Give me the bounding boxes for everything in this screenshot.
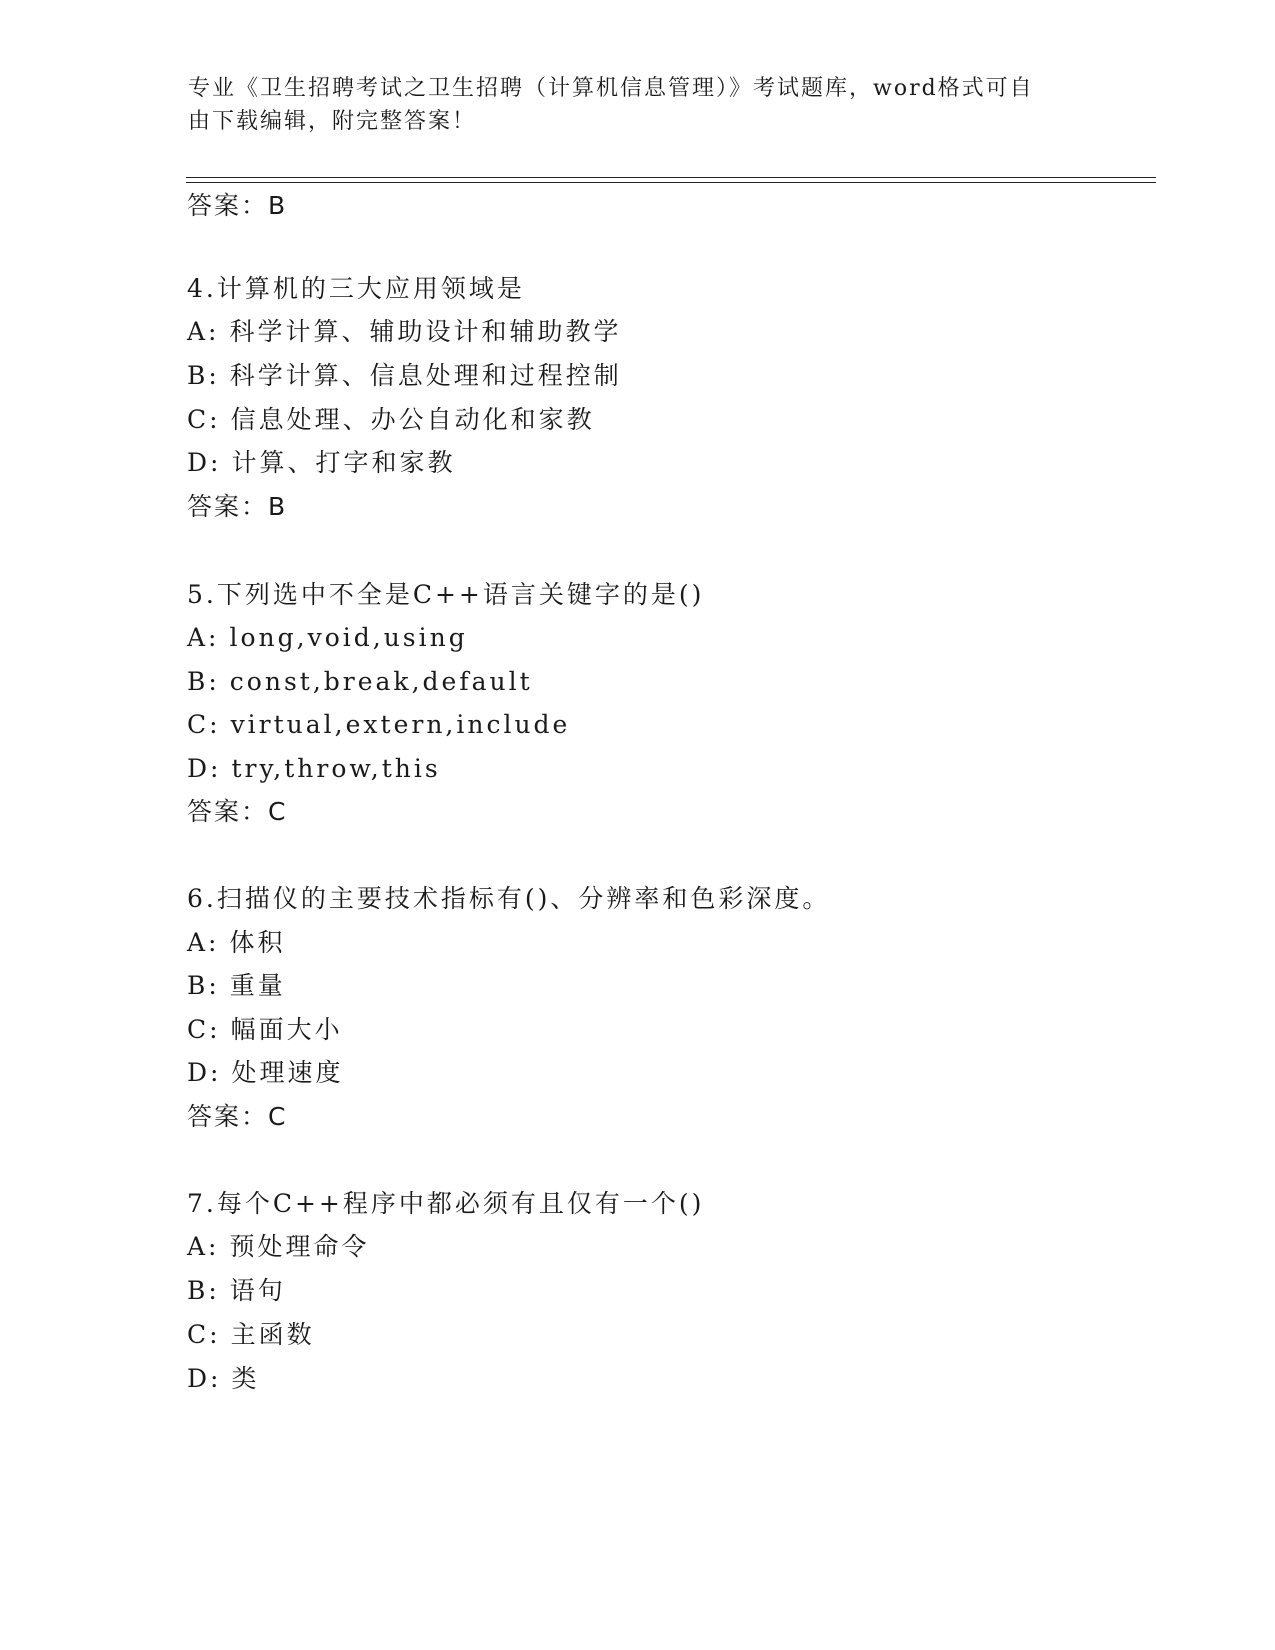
option-text: virtual,extern,include	[230, 710, 571, 739]
question-6-option-a	[187, 928, 286, 958]
option-text: try,throw,this	[231, 754, 441, 783]
answer-previous: 答案：B	[187, 191, 288, 220]
option-text: long,void,using	[229, 623, 468, 652]
header-line-2: 由下载编辑，附完整答案！	[188, 109, 477, 134]
option-key: C:	[187, 405, 221, 434]
question-5-option-d	[187, 754, 441, 784]
question-6-option-b	[187, 971, 286, 1001]
header-line-1: 专业《卫生招聘考试之卫生招聘（计算机信息管理）》考试题库，word格式可自	[188, 76, 1034, 101]
option-text: 处理速度	[231, 1058, 344, 1087]
question-6-option-d	[187, 1058, 343, 1088]
option-key: B:	[187, 667, 220, 696]
question-6-answer: 答案：C	[187, 1102, 288, 1131]
question-7-option-b	[187, 1276, 286, 1306]
question-7-stem: 7.每个C++程序中都必须有且仅有一个()	[187, 1189, 705, 1218]
option-key: A:	[187, 317, 220, 346]
option-text: 重量	[229, 971, 286, 1000]
option-text: 幅面大小	[230, 1015, 343, 1044]
question-5-option-b	[187, 667, 533, 697]
question-4-stem: 4.计算机的三大应用领域是	[187, 274, 525, 303]
question-5-answer: 答案：C	[187, 797, 288, 826]
option-key: D:	[187, 1364, 222, 1393]
option-key: D:	[187, 754, 222, 783]
option-text: 科学计算、信息处理和过程控制	[229, 361, 622, 390]
question-4-option-a	[187, 317, 622, 347]
question-4-answer: 答案：B	[187, 492, 288, 521]
option-text: 科学计算、辅助设计和辅助教学	[229, 317, 622, 346]
header-divider-bottom	[186, 182, 1156, 183]
question-7-option-a	[187, 1232, 370, 1262]
option-key: B:	[187, 1276, 220, 1305]
option-key: D:	[187, 1058, 222, 1087]
question-6-stem: 6.扫描仪的主要技术指标有()、分辨率和色彩深度。	[187, 884, 831, 913]
question-4-option-c	[187, 405, 595, 435]
option-text: 主函数	[230, 1320, 315, 1349]
option-key: D:	[187, 448, 222, 477]
option-key: C:	[187, 710, 221, 739]
question-7-option-c	[187, 1320, 315, 1350]
option-key: C:	[187, 1320, 221, 1349]
question-5-option-c	[187, 710, 570, 740]
document-header	[188, 72, 1068, 138]
option-text: 体积	[229, 928, 286, 957]
question-5-stem: 5.下列选中不全是C++语言关键字的是()	[187, 580, 705, 609]
option-text: 语句	[229, 1276, 286, 1305]
option-text: 类	[231, 1364, 260, 1393]
option-text: const,break,default	[229, 667, 533, 696]
question-4-option-b	[187, 361, 622, 391]
question-5-option-a	[187, 623, 468, 653]
option-text: 预处理命令	[229, 1232, 370, 1261]
option-key: A:	[187, 1232, 220, 1261]
option-key: B:	[187, 971, 220, 1000]
option-key: A:	[187, 928, 220, 957]
option-key: C:	[187, 1015, 221, 1044]
option-text: 信息处理、办公自动化和家教	[230, 405, 595, 434]
option-key: B:	[187, 361, 220, 390]
header-divider-top	[186, 177, 1156, 178]
option-text: 计算、打字和家教	[231, 448, 456, 477]
question-4-option-d	[187, 448, 455, 478]
option-key: A:	[187, 623, 220, 652]
question-7-option-d	[187, 1364, 259, 1394]
question-6-option-c	[187, 1015, 343, 1045]
